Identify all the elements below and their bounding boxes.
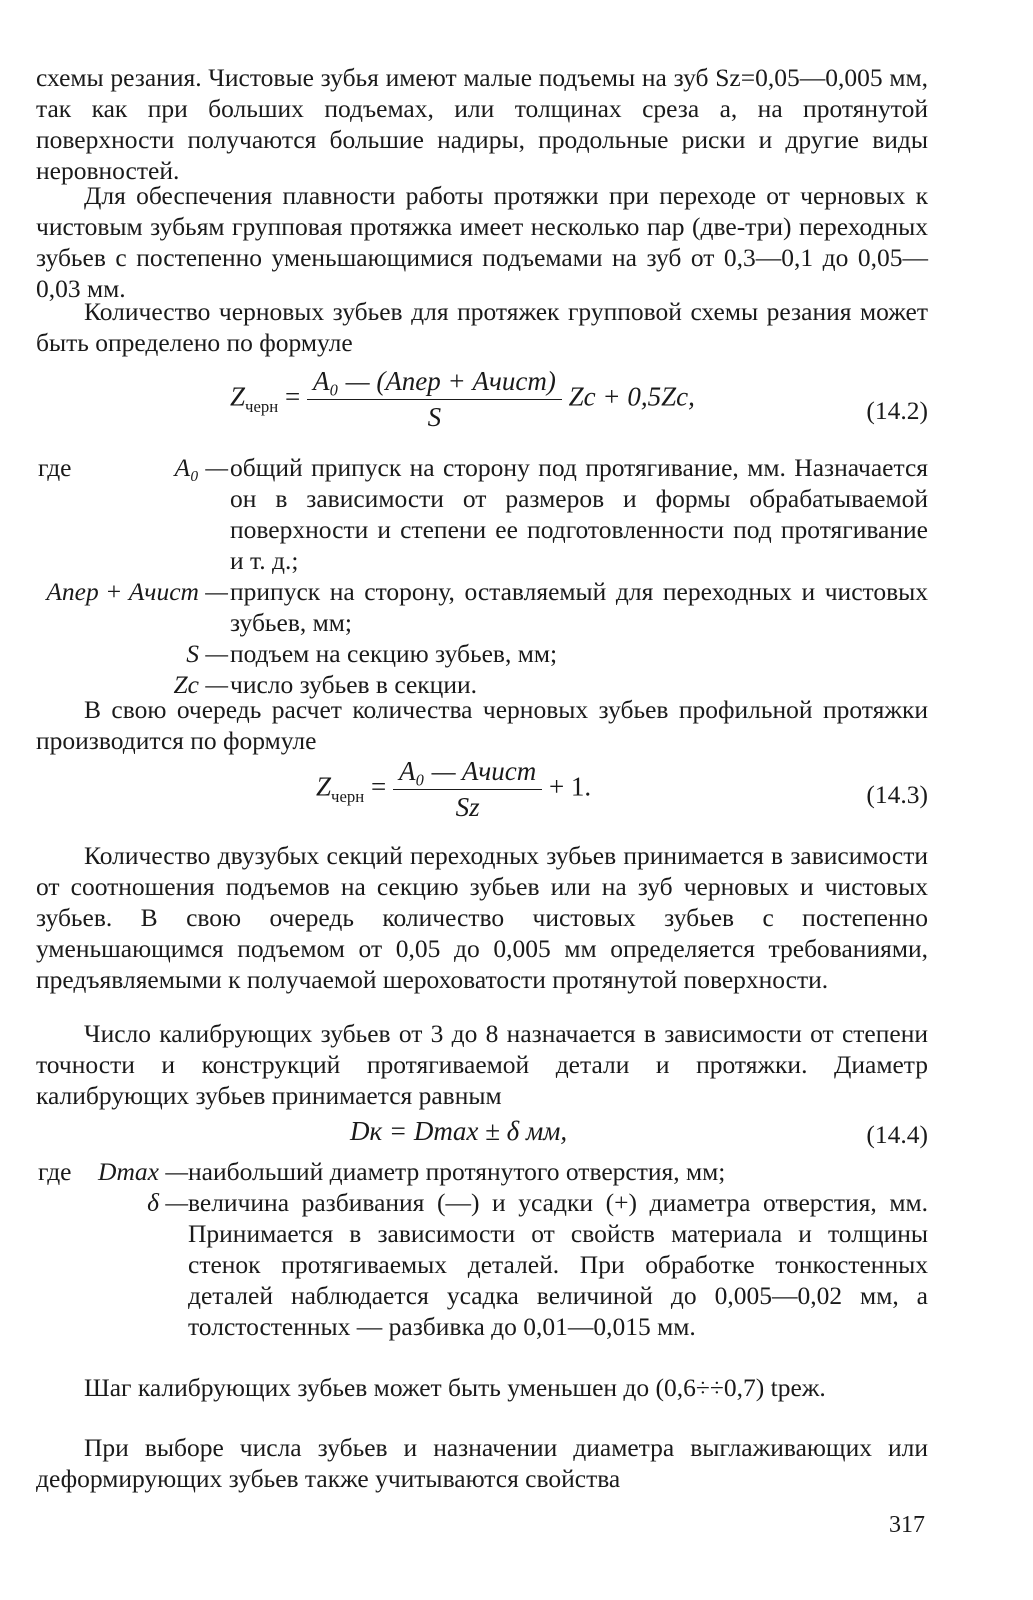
equation-number: (14.4) <box>866 1120 928 1149</box>
definitions-list-2 <box>36 1156 928 1376</box>
eq-numerator: A₀ — (Aпер + Aчист) <box>307 366 562 400</box>
def-desc-dmax: наибольший диаметр протянутого отверстия, мм; <box>188 1157 726 1186</box>
eq-equals: = <box>284 381 301 412</box>
eq-equals: = <box>370 771 387 802</box>
where-label: где <box>38 1157 72 1186</box>
equation-number: (14.2) <box>866 396 928 425</box>
eq-denominator: Sz <box>455 792 480 822</box>
equation-number: (14.3) <box>866 780 928 809</box>
eq-tail: + 1. <box>548 771 592 802</box>
def-term-s: S — <box>186 639 228 668</box>
equation-14-2 <box>230 366 695 433</box>
def-desc-aper: припуск на сторону, оставляемый для переходных и чистовых зубьев, мм; <box>230 577 928 637</box>
def-term-delta: δ — <box>147 1188 188 1217</box>
eq-lhs: Z <box>230 381 246 412</box>
def-desc-zc: число зубьев в секции. <box>230 670 477 699</box>
paragraph-1: схемы резания. Чистовые зубья имеют малые подъемы на зуб Sz=0,05—0,005 мм, так как при больших подъемах, или толщинах среза a, на протянутой поверхности получаются большие надиры, продольные риски и другие виды неровностей. <box>36 63 928 185</box>
eq-denominator: S <box>427 402 442 432</box>
paragraph-7: Шаг калибрующих зубьев может быть уменьшен до (0,6÷÷0,7) tреж. <box>84 1373 826 1402</box>
paragraph-2: Для обеспечения плавности работы протяжки при переходе от черновых к чистовым зубьям групповая протяжка имеет несколько пар (две-три) переходных зубьев с постепенно уменьшающимися подъемами на зуб от 0,3—0,1 до 0,05—0,03 мм. <box>36 181 928 303</box>
equation-14-3 <box>316 756 591 823</box>
eq-fraction <box>393 756 542 823</box>
def-term-aper: Aпер + Aчист — <box>46 577 228 606</box>
paragraph-4: В свою очередь расчет количества черновых зубьев профильной протяжки производится по формуле <box>36 695 928 755</box>
def-term-dmax: Dmax — <box>98 1157 188 1186</box>
eq-lhs-sub: черн <box>245 397 279 417</box>
paragraph-3: Количество черновых зубьев для протяжек групповой схемы резания может быть определено по формуле <box>36 297 928 357</box>
def-desc-a0: общий припуск на сторону под протягивание, мм. Назначается он в зависимости от размеров и формы обрабатываемой поверхности и степени ее подготовленности под протягивание и т. д.; <box>230 453 928 575</box>
paragraph-8: При выборе числа зубьев и назначении диаметра выглаживающих или деформирующих зубьев также учитываются свойства <box>36 1433 928 1493</box>
paragraph-6: Число калибрующих зубьев от 3 до 8 назначается в зависимости от степени точности и конструкций протягиваемой детали и протяжки. Диаметр калибрующих зубьев принимается равным <box>36 1019 928 1110</box>
eq-tail: Zc + 0,5Zc, <box>568 381 695 412</box>
equation-14-4: Dк = Dmax ± δ мм, <box>350 1116 568 1146</box>
def-term-zc: Zc — <box>173 670 228 699</box>
def-term-a0: A₀ — <box>174 453 228 482</box>
eq-lhs-sub: черн <box>331 787 365 807</box>
paragraph-5: Количество двузубых секций переходных зубьев принимается в зависимости от соотношения подъемов на секцию зубьев или на зуб черновых и чистовых зубьев. В свою очередь количество чистовых зубьев с постепенно уменьшающимся подъемом от 0,05 до 0,005 мм определяется требованиями, предъявляемыми к получаемой шероховатости протянутой поверхности. <box>36 841 928 994</box>
def-desc-s: подъем на секцию зубьев, мм; <box>230 639 558 668</box>
page-number: 317 <box>889 1512 925 1538</box>
eq-lhs: Z <box>316 771 332 802</box>
definitions-list-1 <box>36 452 928 699</box>
eq-fraction <box>307 366 562 433</box>
eq-numerator: A₀ — Aчист <box>393 756 542 790</box>
where-label: где <box>38 453 72 482</box>
def-desc-delta: величина разбивания (—) и усадки (+) диаметра отверстия, мм. Принимается в зависимости от свойств материала и толщины стенок протягиваемых деталей. При обработке тонкостенных деталей наблюдается усадка величиной до 0,005—0,02 мм, а толстостенных — разбивка до 0,01—0,015 мм. <box>188 1188 928 1341</box>
